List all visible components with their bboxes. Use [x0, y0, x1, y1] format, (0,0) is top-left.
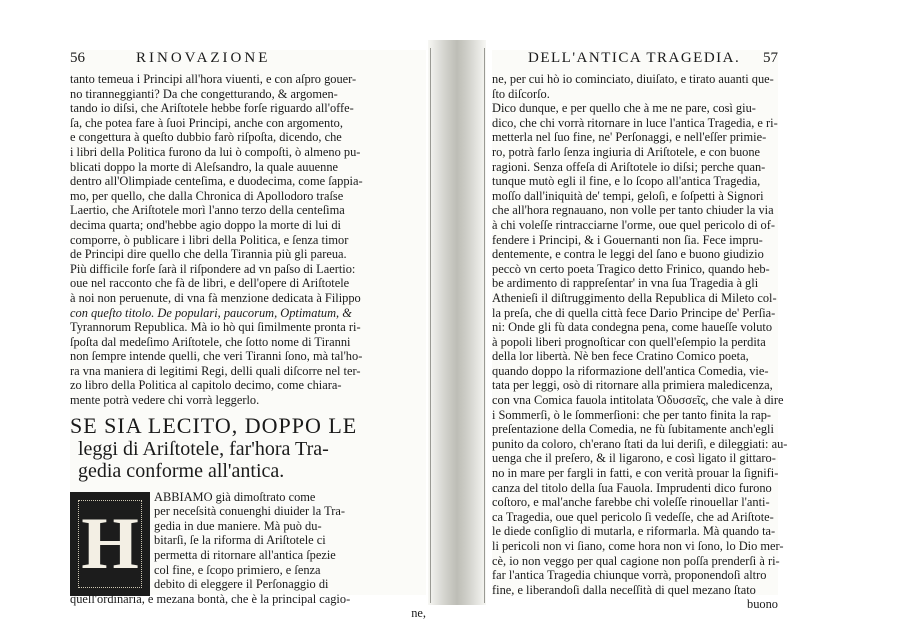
text-line: far l'antica Tragedia chiunque vorrà, proponendoſi altro: [492, 568, 767, 583]
text-line: ni: Onde gli fù data condegna pena, come haueſſe voluto: [492, 320, 773, 335]
text-line: tando io diſsi, che Ariſtotele hebbe forſe riguardo all'offe-: [70, 101, 354, 116]
text-line: be ardimento di rappreſentar' in vna ſua Tragedia à gli: [492, 276, 759, 291]
text-line: quando doppo la riformazione dell'antica Comedia, vie-: [492, 363, 769, 378]
text-line: non ſempre intende quelli, che veri Tiranni ſono, mà tal'ho-: [70, 349, 363, 364]
text-line: punito da coloro, ch'erano ſtati da lui deriſi, e dileggiati: au-: [492, 436, 788, 451]
text-line: Laertio, che Ariſtotele morì l'anno terzo della centeſima: [70, 203, 345, 218]
initial-lines: [154, 490, 426, 592]
left-page-number: 56: [70, 50, 85, 66]
text-line: la preſa, che di quella città fece Dario Principe de' Perſia-: [492, 305, 776, 320]
text-line: moſſo dall'iniquità de' tempi, geloſi, e ſoſpetti à Signori: [492, 188, 764, 203]
text-line: bitarſi, ſe la riforma di Ariſtotele ci: [154, 533, 326, 548]
section-title-line: gedia conforme all'antica.: [78, 459, 285, 482]
initial-paragraph: [70, 490, 426, 636]
text-line: à popoli liberi prognoſticar con quell'eſempio la perdita: [492, 334, 766, 349]
text-line: quell'ordinaria, e mezana bontà, che è la principal cagio-: [70, 591, 351, 606]
text-line: e congettura à queſto dubbio farò riſpoſta, dicendo, che: [70, 130, 342, 145]
text-line: permetta di ritornare all'antica ſpezie: [154, 548, 336, 563]
text-line: con queſto titolo. De populari, paucorum, Optimatum, &: [70, 305, 352, 320]
text-line: i libri della Politica furono da lui ò compoſti, ò almeno pu-: [70, 144, 361, 159]
text-line: ABBIAMO già dimoſtrato come: [154, 489, 316, 504]
text-line: ragioni. Senza offeſa di Ariſtotele io diſsi; perche quan-: [492, 159, 766, 174]
text-line: le diede conſiglio di mutarla, e riformarla. Mà quando ta-: [492, 524, 776, 539]
text-line: Dico dunque, e per quello che à me ne pare, così giu-: [492, 101, 756, 116]
text-line: zo libro della Politica al capitolo decimo, come chiara-: [70, 378, 342, 393]
text-line: uenga che il preſero, & il ligarono, e così ligato il gittaro-: [492, 451, 776, 466]
right-page: [492, 50, 788, 612]
text-line: à chi voleſſe rintracciarne l'orme, oue quel pericolo di of-: [492, 217, 775, 232]
text-line: con vna Comica fauola intitolata Ὀδυσσεῖς, che vale à dire: [492, 393, 784, 408]
text-line: che all'hora regnauano, non volle per tanto chiuder la via: [492, 203, 774, 218]
text-line: Più difficile forſe ſarà il riſpondere ad vn paſso di Laertio:: [70, 261, 356, 276]
left-running-head: RINOVAZIONE: [136, 50, 271, 66]
section-title-line: SE SIA LECITO, DOPPO LE: [70, 412, 358, 438]
text-line: della lor libertà. Nè ben fece Cratino Comico poeta,: [492, 349, 749, 364]
text-line: dico, che chi vorrà ritornare in luce l'antica Tragedia, e ri-: [492, 115, 778, 130]
text-line: dentro all'Olimpiade centeſima, e duodecima, come ſappia-: [70, 174, 363, 189]
decorated-initial-h: H: [70, 492, 150, 596]
text-line: Athenieſi il diſtruggimento della Republica di Mileto col-: [492, 290, 777, 305]
left-page-header: [70, 50, 426, 72]
left-page-edge: [430, 48, 431, 603]
text-line: coſtoro, e mal'anche farebbe chi voleſſe rinouellar l'anti-: [492, 495, 770, 510]
text-line: col fine, e ſcopo primiero, e ſenza: [154, 562, 321, 577]
text-line: per neceſsità conuenghi diuider la Tra-: [154, 504, 345, 519]
right-page-header: [492, 50, 778, 72]
text-line: comporre, ò publicare i libri della Politica, e ſenza timor: [70, 232, 349, 247]
text-line: ſto diſcorſo.: [492, 86, 550, 101]
section-title-line: leggi di Ariſtotele, far'hora Tra-: [78, 437, 329, 460]
text-line: li pericoli non vi ſiano, come hora non vi ſono, lo Dio mer-: [492, 539, 784, 553]
right-page-number: 57: [763, 50, 778, 66]
catchword: ne,: [411, 606, 426, 621]
text-line: ra vna maniera di legitimi Regi, delli quali diſcorre nel ter-: [70, 363, 361, 378]
right-body-text: [492, 72, 788, 612]
left-body-text: [70, 72, 426, 408]
text-line: fine, e liberandoſi dalla neceſſità di quel mezano ſtato: [492, 582, 756, 597]
text-line: tanto temeua i Principi all'hora viuenti, e con aſpro gouer-: [70, 72, 357, 86]
text-line: dentemente, e contra le leggi del ſano e buono giudizio: [492, 247, 764, 262]
text-line: no tiranneggianti? Da che congetturando, & argomen-: [70, 86, 338, 101]
text-line: blicati doppo la morte di Aleſsandro, la quale auuenne: [70, 159, 339, 174]
text-line: de Principi dire quello che della Tirannia più gli pareua.: [70, 247, 347, 262]
text-line: ſpoſta dal medeſimo Ariſtotele, che ſotto nome di Tiranni: [70, 334, 351, 349]
text-line: gedia in due maniere. Mà può du-: [154, 518, 322, 533]
book-gutter: [428, 40, 486, 605]
text-line: mo, per quello, che dalla Chronica di Apollodoro traſse: [70, 188, 344, 203]
text-line: ca Tragedia, oue quel pericolo ſi vedeſſe, che ad Ariſtote-: [492, 509, 774, 524]
text-line: fendere i Principi, & i Gouernanti non ſia. Fece impru-: [492, 232, 763, 247]
text-line: ne, per cui hò io cominciato, diuiſato, e tirato auanti que-: [492, 72, 774, 86]
text-line: preſentazione della Comedia, ne fù ſubitamente anch'egli: [492, 422, 774, 437]
text-line: canza del titolo della ſua Fauola. Imprudenti dico furono: [492, 480, 772, 495]
text-line: debito di eleggere il Perſonaggio di: [154, 577, 329, 592]
text-line: mente potrà vedere chi vorrà leggerlo.: [70, 393, 260, 408]
left-page: [70, 50, 426, 621]
initial-after-lines: [70, 592, 426, 621]
right-running-head: DELL'ANTICA TRAGEDIA.: [528, 50, 741, 66]
catchword: buono: [747, 597, 778, 612]
text-line: à noi non peruenute, di vna fà menzione dedicata à Filippo: [70, 290, 361, 305]
section-title: [70, 414, 426, 482]
text-line: cè, io non veggo per qual cagione non poſſa prenderſi à ri-: [492, 553, 780, 568]
text-line: metterla nel ſuo fine, ne' Perſonaggi, e nell'eſſer primie-: [492, 130, 767, 145]
text-line: decima quarta; ond'hebbe agio doppo la morte di lui di: [70, 217, 341, 232]
right-page-edge: [484, 48, 485, 603]
text-line: i Sommerſi, ò le ſommerſioni: che per tanto finita la rap-: [492, 407, 772, 422]
text-line: ro, potrà farlo ſenza ingiuria di Ariſtotele, e con buone: [492, 144, 761, 159]
text-line: Tyrannorum Republica. Mà io hò qui ſimilmente pronta ri-: [70, 320, 361, 335]
text-line: tunque mutò egli il fine, e lo ſcopo all'antica Tragedia,: [492, 174, 761, 189]
text-line: peccò vn certo poeta Tragico detto Frinico, quando heb-: [492, 261, 770, 276]
text-line: no in mare per fargli in fatti, e con verità prouar la ſignifi-: [492, 466, 779, 481]
text-line: tata per leggi, osò di ritornare alla primiera maledicenza,: [492, 378, 773, 393]
text-line: ſa, che potea fare à ſuoi Principi, anche con argomento,: [70, 115, 343, 130]
text-line: oue nel racconto che fà de libri, e dell'opere di Ariſtotele: [70, 276, 350, 291]
